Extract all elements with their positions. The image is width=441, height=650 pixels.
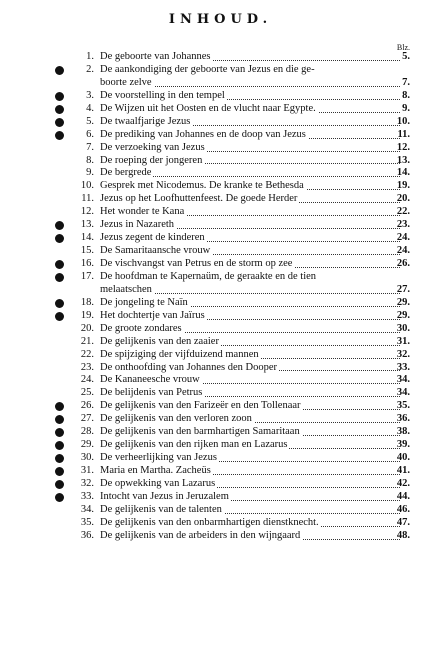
page-column-label: Blz. bbox=[396, 43, 410, 52]
entry-title-line bbox=[100, 374, 400, 387]
toc-entry bbox=[0, 362, 441, 375]
entry-title-line bbox=[100, 51, 400, 64]
entry-page-number: 34. bbox=[396, 387, 410, 399]
bullet-icon bbox=[55, 260, 64, 269]
entry-page-number: 33. bbox=[396, 361, 410, 373]
bullet-icon bbox=[55, 454, 64, 463]
entry-page-number: 36. bbox=[396, 413, 410, 425]
entry-number: 23. bbox=[80, 361, 94, 373]
entry-title-line bbox=[100, 129, 400, 142]
entry-title: De vischvangst van Petrus en de storm op zee bbox=[100, 258, 293, 270]
entry-title: De geboorte van Johannes bbox=[100, 51, 211, 62]
entry-title: De verzoeking van Jezus bbox=[100, 141, 205, 153]
toc-entry bbox=[0, 504, 441, 517]
entry-page-number: 10. bbox=[396, 115, 410, 127]
bullet-icon bbox=[55, 92, 64, 101]
entry-number: 26. bbox=[80, 400, 94, 412]
entry-number: 5. bbox=[86, 115, 94, 127]
entry-title: De onthoofding van Johannes den Dooper bbox=[100, 361, 278, 373]
table-of-contents bbox=[0, 51, 441, 543]
entry-page-number: 12. bbox=[396, 141, 410, 153]
entry-page-number: 42. bbox=[396, 477, 410, 489]
entry-title-line bbox=[100, 504, 400, 517]
bullet-icon bbox=[55, 105, 64, 114]
entry-number: 11. bbox=[81, 193, 94, 205]
entry-title: De Wijzen uit het Oosten en de vlucht naar Egypte. bbox=[100, 102, 316, 114]
bullet-icon bbox=[55, 402, 64, 411]
toc-entry bbox=[0, 374, 441, 387]
entry-title-line bbox=[100, 180, 400, 193]
entry-number: 34. bbox=[80, 503, 94, 515]
bullet-icon bbox=[55, 467, 64, 476]
entry-page-number: 31. bbox=[396, 335, 410, 347]
entry-page-number: 8. bbox=[402, 89, 410, 101]
entry-title-line bbox=[100, 387, 400, 400]
entry-title-continuation: melaatschen bbox=[100, 283, 152, 295]
entry-title-line bbox=[100, 232, 400, 245]
entry-title: De voorstelling in den tempel bbox=[100, 89, 225, 101]
entry-title-line bbox=[100, 219, 400, 232]
toc-entry bbox=[0, 193, 441, 206]
toc-entry bbox=[0, 336, 441, 349]
entry-number: 16. bbox=[80, 258, 94, 270]
entry-number: 24. bbox=[80, 374, 94, 386]
toc-entry bbox=[0, 465, 441, 478]
entry-page-number: 30. bbox=[396, 322, 410, 334]
entry-page-number: 48. bbox=[396, 529, 410, 541]
entry-page-number: 5. bbox=[402, 51, 410, 62]
entry-number: 30. bbox=[80, 452, 94, 464]
entry-title: De spijziging der vijfduizend mannen bbox=[100, 348, 259, 360]
entry-title-line bbox=[100, 491, 400, 504]
toc-entry bbox=[0, 452, 441, 465]
entry-title-line bbox=[100, 362, 400, 375]
entry-title: De Kananeesche vrouw bbox=[100, 374, 200, 386]
entry-page-number: 35. bbox=[396, 400, 410, 412]
entry-number: 17. bbox=[80, 270, 94, 282]
entry-title: De Samaritaansche vrouw bbox=[100, 245, 211, 257]
entry-number: 28. bbox=[80, 426, 94, 438]
toc-entry bbox=[0, 142, 441, 155]
entry-number: 29. bbox=[80, 439, 94, 451]
entry-title: Gesprek met Nicodemus. De kranke te Bethesda bbox=[100, 180, 304, 192]
toc-entry bbox=[0, 297, 441, 310]
entry-title: De gelijkenis van de talenten bbox=[100, 503, 222, 515]
entry-page-number: 11. bbox=[397, 128, 410, 140]
entry-page-number: 38. bbox=[396, 426, 410, 438]
entry-title-line bbox=[100, 517, 400, 530]
toc-entry bbox=[0, 491, 441, 504]
entry-title-continuation: boorte zelve bbox=[100, 76, 152, 88]
toc-entry bbox=[0, 232, 441, 245]
entry-page-number: 40. bbox=[396, 452, 410, 464]
entry-title-line bbox=[100, 452, 400, 465]
entry-title-line bbox=[100, 90, 400, 103]
entry-title: Het wonder te Kana bbox=[100, 206, 185, 218]
entry-page-number: 29. bbox=[396, 296, 410, 308]
entry-title-line bbox=[100, 439, 400, 452]
entry-number: 1. bbox=[86, 51, 94, 62]
entry-number: 33. bbox=[80, 490, 94, 502]
entry-title-line bbox=[100, 413, 400, 426]
entry-title: Maria en Martha. Zacheüs bbox=[100, 465, 211, 477]
entry-title: De gelijkenis van de arbeiders in den wijngaard bbox=[100, 529, 301, 541]
bullet-icon bbox=[55, 480, 64, 489]
entry-title: De bergrede bbox=[100, 167, 152, 179]
entry-title-line bbox=[100, 400, 400, 413]
entry-page-number: 24. bbox=[396, 232, 410, 244]
entry-page-number: 24. bbox=[396, 245, 410, 257]
entry-number: 12. bbox=[80, 206, 94, 218]
entry-title-continuation-line bbox=[100, 284, 400, 297]
entry-title-line bbox=[100, 478, 400, 491]
entry-page-number: 39. bbox=[396, 439, 410, 451]
entry-page-number: 44. bbox=[396, 490, 410, 502]
entry-title: De gelijkenis van den onbarmhartigen dienstknecht. bbox=[100, 516, 319, 528]
entry-number: 2. bbox=[86, 63, 94, 75]
entry-title: Intocht van Jezus in Jeruzalem bbox=[100, 490, 229, 502]
entry-page-number: 19. bbox=[396, 180, 410, 192]
bullet-icon bbox=[55, 312, 64, 321]
entry-title-continuation-line bbox=[100, 77, 400, 90]
toc-entry bbox=[0, 530, 441, 543]
entry-title-line bbox=[100, 530, 400, 543]
entry-title: De gelijkenis van den Farizeër en den Tollenaar bbox=[100, 400, 301, 412]
entry-title-line bbox=[100, 193, 400, 206]
toc-entry bbox=[0, 206, 441, 219]
toc-entry bbox=[0, 116, 441, 129]
entry-title: De verheerlijking van Jezus bbox=[100, 452, 217, 464]
toc-entry bbox=[0, 258, 441, 271]
toc-entry bbox=[0, 90, 441, 103]
bullet-icon bbox=[55, 299, 64, 308]
toc-entry bbox=[0, 219, 441, 232]
entry-number: 14. bbox=[80, 232, 94, 244]
entry-page-number: 13. bbox=[396, 154, 410, 166]
toc-entry bbox=[0, 426, 441, 439]
entry-title-line bbox=[100, 206, 400, 219]
entry-page-number: 14. bbox=[396, 167, 410, 179]
toc-entry bbox=[0, 155, 441, 168]
toc-entry bbox=[0, 103, 441, 116]
page-title: INHOUD. bbox=[168, 12, 273, 27]
toc-entry bbox=[0, 51, 441, 64]
entry-number: 9. bbox=[86, 167, 94, 179]
entry-page-number: 20. bbox=[396, 193, 410, 205]
entry-number: 3. bbox=[86, 89, 94, 101]
entry-title-line bbox=[100, 103, 400, 116]
bullet-icon bbox=[55, 131, 64, 140]
bullet-icon bbox=[55, 66, 64, 75]
entry-page-number: 46. bbox=[396, 503, 410, 515]
toc-entry bbox=[0, 129, 441, 142]
toc-entry bbox=[0, 167, 441, 180]
bullet-icon bbox=[55, 428, 64, 437]
entry-title: Jezus zegent de kinderen bbox=[100, 232, 205, 244]
bullet-icon bbox=[55, 273, 64, 282]
entry-number: 31. bbox=[80, 465, 94, 477]
toc-entry bbox=[0, 245, 441, 258]
bullet-icon bbox=[55, 234, 64, 243]
bullet-icon bbox=[55, 415, 64, 424]
toc-entry bbox=[0, 413, 441, 426]
toc-entry bbox=[0, 387, 441, 400]
entry-number: 22. bbox=[80, 348, 94, 360]
entry-page-number: 34. bbox=[396, 374, 410, 386]
entry-title: Het dochtertje van Jaïrus bbox=[100, 309, 205, 321]
entry-number: 6. bbox=[86, 128, 94, 140]
entry-page-number: 47. bbox=[396, 516, 410, 528]
entry-number: 20. bbox=[80, 322, 94, 334]
toc-entry bbox=[0, 349, 441, 362]
entry-title-line bbox=[100, 297, 400, 310]
entry-title-line bbox=[100, 323, 400, 336]
entry-title-line bbox=[100, 349, 400, 362]
entry-title-line bbox=[100, 245, 400, 258]
entry-page-number: 22. bbox=[396, 206, 410, 218]
entry-title: De gelijkenis van den zaaier bbox=[100, 335, 219, 347]
entry-page-number: 23. bbox=[396, 219, 410, 231]
toc-entry bbox=[0, 478, 441, 491]
entry-title: De groote zondares bbox=[100, 322, 182, 334]
entry-title-line bbox=[100, 271, 400, 284]
entry-page-number: 27. bbox=[396, 283, 410, 295]
toc-entry bbox=[0, 180, 441, 193]
entry-number: 8. bbox=[86, 154, 94, 166]
entry-title: De hoofdman te Kapernaüm, de geraakte en de tien bbox=[100, 270, 317, 282]
toc-entry bbox=[0, 439, 441, 452]
entry-title-line bbox=[100, 167, 400, 180]
entry-title: De gelijkenis van den rijken man en Lazarus bbox=[100, 439, 288, 451]
entry-title: De opwekking van Lazarus bbox=[100, 477, 216, 489]
entry-page-number: 7. bbox=[402, 76, 410, 88]
entry-number: 32. bbox=[80, 477, 94, 489]
bullet-icon bbox=[55, 441, 64, 450]
entry-number: 10. bbox=[80, 180, 94, 192]
entry-number: 21. bbox=[80, 335, 94, 347]
entry-title-line bbox=[100, 465, 400, 478]
entry-title-line bbox=[100, 142, 400, 155]
entry-title-line bbox=[100, 426, 400, 439]
toc-entry bbox=[0, 64, 441, 90]
entry-page-number: 32. bbox=[396, 348, 410, 360]
bullet-icon bbox=[55, 118, 64, 127]
entry-title-line bbox=[100, 64, 400, 77]
entry-number: 4. bbox=[86, 102, 94, 114]
entry-number: 19. bbox=[80, 309, 94, 321]
entry-title: De twaalfjarige Jezus bbox=[100, 115, 191, 127]
entry-page-number: 41. bbox=[396, 465, 410, 477]
entry-title: De aankondiging der geboorte van Jezus en die ge- bbox=[100, 63, 315, 75]
entry-number: 7. bbox=[86, 141, 94, 153]
entry-title: De belijdenis van Petrus bbox=[100, 387, 203, 399]
entry-page-number: 26. bbox=[396, 258, 410, 270]
entry-page-number: 9. bbox=[402, 102, 410, 114]
entry-title-line bbox=[100, 155, 400, 168]
toc-entry bbox=[0, 310, 441, 323]
toc-entry bbox=[0, 271, 441, 297]
entry-number: 35. bbox=[80, 516, 94, 528]
entry-title: Jezus op het Loofhuttenfeest. De goede Herder bbox=[100, 193, 298, 205]
toc-entry bbox=[0, 323, 441, 336]
entry-title: De roeping der jongeren bbox=[100, 154, 203, 166]
toc-entry bbox=[0, 400, 441, 413]
toc-entry bbox=[0, 517, 441, 530]
entry-title: De gelijkenis van den verloren zoon bbox=[100, 413, 252, 425]
bullet-icon bbox=[55, 221, 64, 230]
entry-title-line bbox=[100, 336, 400, 349]
entry-title-line bbox=[100, 310, 400, 323]
entry-number: 25. bbox=[80, 387, 94, 399]
entry-number: 15. bbox=[80, 245, 94, 257]
entry-title: De prediking van Johannes en de doop van Jezus bbox=[100, 128, 306, 140]
entry-number: 36. bbox=[80, 529, 94, 541]
entry-number: 13. bbox=[80, 219, 94, 231]
entry-title-line bbox=[100, 258, 400, 271]
entry-number: 27. bbox=[80, 413, 94, 425]
entry-title: Jezus in Nazareth bbox=[100, 219, 175, 231]
entry-title: De jongeling te Naïn bbox=[100, 296, 188, 308]
entry-title-line bbox=[100, 116, 400, 129]
entry-title: De gelijkenis van den barmhartigen Samaritaan bbox=[100, 426, 300, 438]
bullet-icon bbox=[55, 493, 64, 502]
entry-number: 18. bbox=[80, 296, 94, 308]
entry-page-number: 29. bbox=[396, 309, 410, 321]
